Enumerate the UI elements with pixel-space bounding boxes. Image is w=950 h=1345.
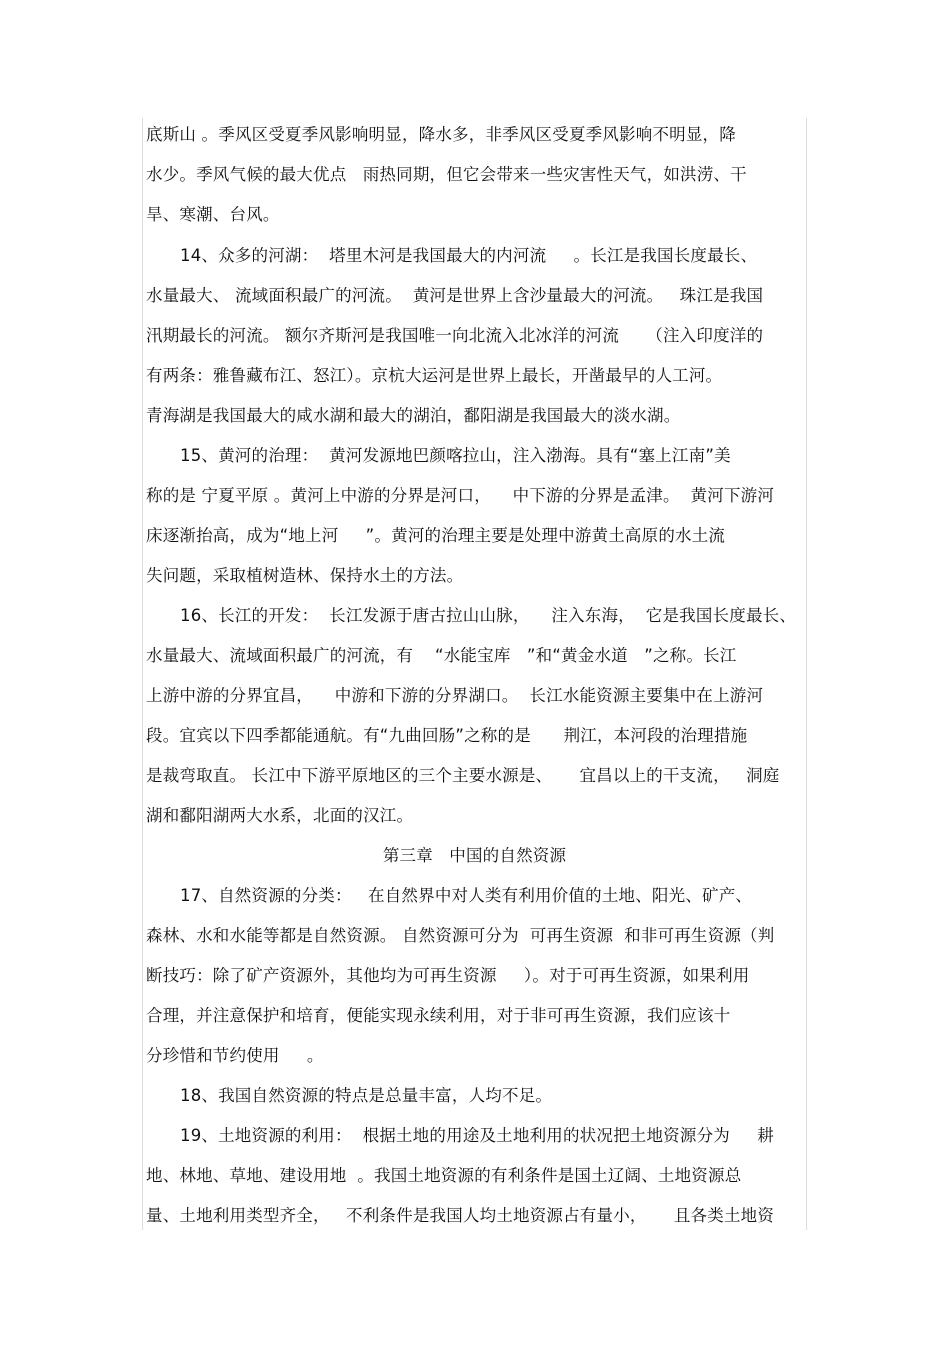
chapter-heading: 第三章 中国的自然资源 [382, 846, 567, 865]
paragraph-15-heading: 15、黄河的治理： 黄河发源地巴颜喀拉山，注入渤海。具有“塞上江南”美 [180, 446, 731, 465]
text-line: 分珍惜和节约使用 。 [146, 1046, 324, 1065]
text-line: 森林、水和水能等都是自然资源。 自然资源可分为 可再生资源 和非可再生资源（判 [146, 926, 775, 945]
paragraph-16-heading: 16、长江的开发： 长江发源于唐古拉山山脉， 注入东海， 它是我国长度最长、 [180, 606, 797, 625]
text-line: 失问题，采取植树造林、保持水土的方法。 [146, 566, 464, 585]
text-line: 合理，并注意保护和培育，便能实现永续利用，对于非可再生资源，我们应该十 [146, 1006, 731, 1025]
text-line: 段。宜宾以下四季都能通航。有“九曲回肠”之称的是 荆江，本河段的治理措施 [146, 726, 748, 745]
text-line: 旱、寒潮、台风。 [146, 205, 280, 224]
text-line: 底斯山 。季风区受夏季风影响明显，降水多，非季风区受夏季风影响不明显，降 [146, 125, 736, 144]
paragraph-18: 18、我国自然资源的特点是总量丰富，人均不足。 [180, 1086, 553, 1105]
text-line: 水量最大、 流域面积最广的河流。 黄河是世界上含沙量最大的河流。 珠江是我国 [146, 286, 764, 305]
text-line: 青海湖是我国最大的咸水湖和最大的湖泊，鄱阳湖是我国最大的淡水湖。 [146, 406, 681, 425]
text-line: 水少。季风气候的最大优点 雨热同期，但它会带来一些灾害性天气，如洪涝、干 [146, 165, 747, 184]
text-line: 有两条：雅鲁藏布江、怒江）。京杭大运河是世界上最长，开凿最早的人工河。 [146, 366, 723, 385]
paragraph-19-heading: 19、土地资源的利用： 根据土地的用途及土地利用的状况把土地资源分为 耕 [180, 1126, 774, 1145]
paragraph-17-heading: 17、自然资源的分类： 在自然界中对人类有利用价值的土地、阳光、矿产、 [180, 886, 753, 905]
text-line: 地、林地、草地、建设用地 。我国土地资源的有利条件是国土辽阔、土地资源总 [146, 1166, 742, 1185]
text-line: 称的是 宁夏平原 。黄河上中游的分界是河口， 中下游的分界是孟津。 黄河下游河 [146, 486, 775, 505]
text-line: 汛期最长的河流。 额尔齐斯河是我国唯一向北流入北冰洋的河流 （注入印度洋的 [146, 326, 764, 345]
text-line: 水量最大、流域面积最广的河流，有 “水能宝库 ”和“黄金水道 ”之称。长江 [146, 646, 737, 665]
text-line: 断技巧：除了矿产资源外，其他均为可再生资源 ）。对于可再生资源，如果利用 [146, 966, 750, 985]
paragraph-14-heading: 14、众多的河湖： 塔里木河是我国最大的内河流 。长江是我国长度最长、 [180, 246, 758, 265]
text-line: 上游中游的分界宜昌， 中游和下游的分界湖口。 长江水能资源主要集中在上游河 [146, 686, 764, 705]
text-line: 床逐渐抬高，成为“地上河 ”。黄河的治理主要是处理中游黄土高原的水土流 [146, 526, 726, 545]
text-line: 湖和鄱阳湖两大水系，北面的汉江。 [146, 806, 414, 825]
text-line: 是裁弯取直。 长江中下游平原地区的三个主要水源是、 宜昌以上的干支流， 洞庭 [146, 766, 780, 785]
text-line: 量、土地利用类型齐全， 不利条件是我国人均土地资源占有量小， 且各类土地资 [146, 1206, 775, 1225]
